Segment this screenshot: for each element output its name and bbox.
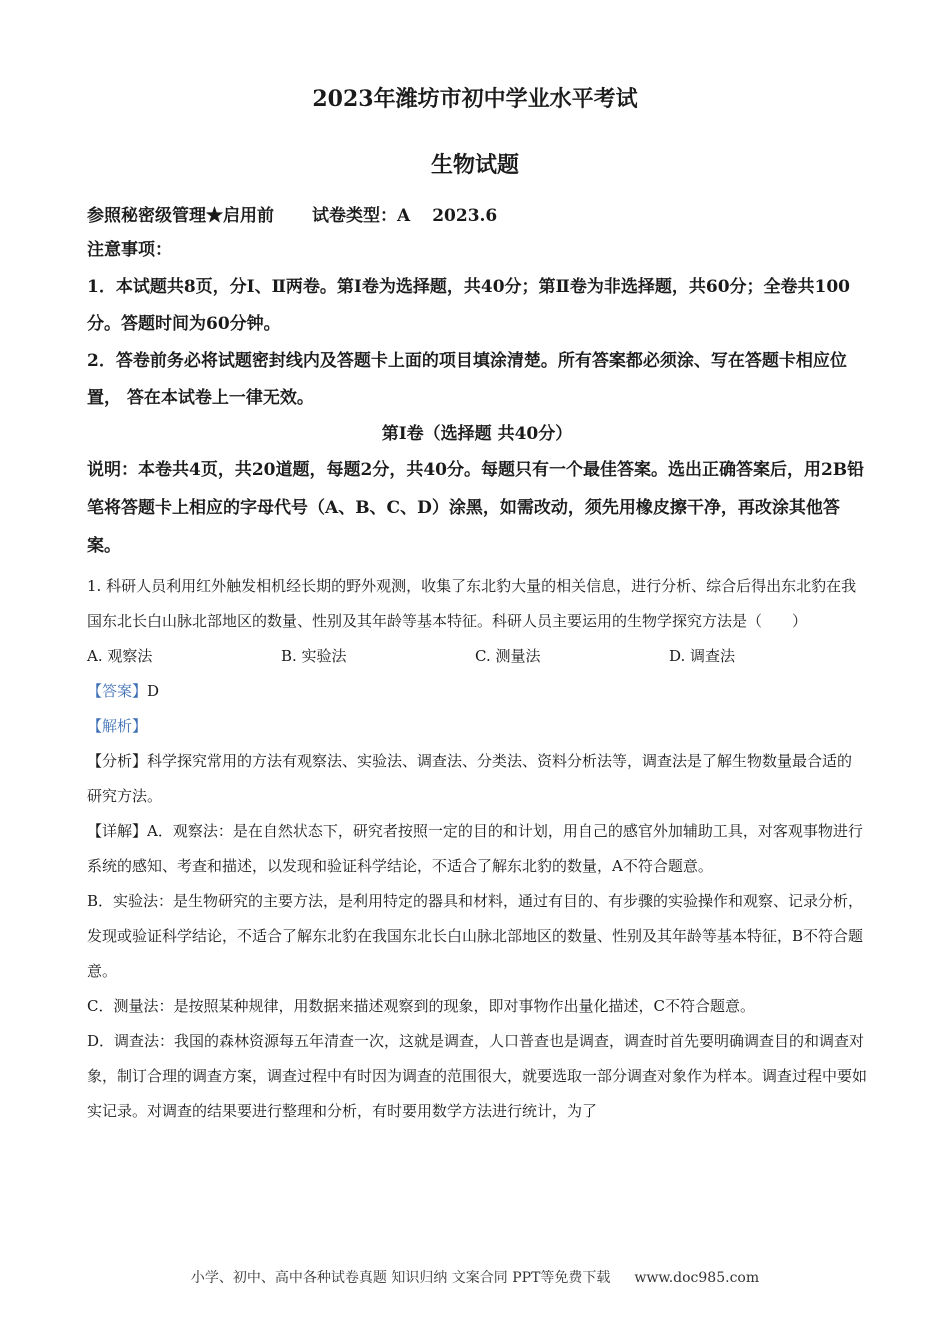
section-title: 第Ⅰ卷（选择题 共40分） [381, 424, 573, 444]
section-instructions: 说明：本卷共4页，共20道题，每题2分，共40分。每题只有一个最佳答案。选出正确答案后，用2B铅笔将答题卡上相应的字母代号（A、B、C、D）涂黑，如需改动，须先用橡皮擦干净，再改涂其他答案。 [87, 460, 865, 556]
footer-text: 小学、初中、高中各种试卷真题 知识归纳 文案合同 PPT等免费下载 [190, 1270, 611, 1286]
exam-title: 2023年潍坊市初中学业水平考试 [312, 86, 638, 112]
answer-value: D [147, 682, 160, 700]
fenxi-tag: 【分析】 [87, 752, 148, 770]
question-1-stem: 1. 科研人员利用红外触发相机经长期的野外观测，收集了东北豹大量的相关信息，进行分析、综合后得出东北豹在我国东北长白山脉北部地区的数量、性别及其年龄等基本特征。科研人员主要运用的生物学探究方法是（ ） [87, 577, 857, 630]
option-d: D. 调查法 [669, 647, 736, 665]
detail-a-text: A．观察法：是在自然状态下，研究者按照一定的目的和计划，用自己的感官外加辅助工具，对客观事物进行系统的感知、考查和描述，以发现和验证科学结论，不适合了解东北豹的数量，A不符合题意。 [87, 822, 863, 875]
page-footer [0, 1267, 950, 1287]
note-item-2: 2．答卷前务必将试题密封线内及答题卡上面的项目填涂清楚。所有答案都必须涂、写在答题卡相应位置， 答在本试卷上一律无效。 [87, 351, 847, 408]
option-a: A. 观察法 [87, 647, 153, 665]
detail-paragraph-b: B．实验法：是生物研究的主要方法，是利用特定的器具和材料，通过有目的、有步骤的实验操作和观察、记录分析，发现或验证科学结论，不适合了解东北豹在我国东北长白山脉北部地区的数量、性别及其年龄等基本特征，B不符合题意。 [87, 892, 864, 980]
option-c: C. 测量法 [475, 647, 541, 665]
question-1-options [87, 639, 867, 674]
fenxi-text: 科学探究常用的方法有观察法、实验法、调查法、分类法、资料分析法等，调查法是了解生物数量最合适的研究方法。 [87, 752, 853, 805]
answer-tag: 【答案】 [87, 682, 148, 700]
answer-line [87, 674, 867, 709]
option-b: B. 实验法 [281, 647, 347, 665]
notes-heading: 注意事项： [87, 240, 172, 260]
secrecy-label: 参照秘密级管理★启用前 [87, 206, 274, 226]
subject-title: 生物试题 [430, 152, 519, 178]
exam-content [87, 200, 867, 1129]
exam-date: 2023.6 [432, 206, 498, 226]
fenxi-paragraph [87, 744, 867, 814]
detail-paragraph-d: D．调查法：我国的森林资源每五年清查一次，这就是调查，人口普查也是调查，调查时首先要明确调查目的和调查对象，制订合理的调查方案，调查过程中有时因为调查的范围很大，就要选取一部分调查对象作为样本。调查过程中要如实记录。对调查的结果要进行整理和分析，有时要用数学方法进行统计，为了 [87, 1032, 868, 1120]
detail-paragraph-c: C．测量法：是按照某种规律，用数据来描述观察到的现象，即对事物作出量化描述，C不符合题意。 [87, 997, 755, 1015]
footer-link[interactable]: www.doc985.com [634, 1270, 760, 1286]
detail-tag: 【详解】 [87, 822, 148, 840]
exam-meta [87, 200, 867, 232]
analysis-tag: 【解析】 [87, 717, 148, 735]
detail-paragraph-a [87, 814, 867, 884]
paper-type: 试卷类型：A [312, 206, 411, 226]
note-item-1: 1．本试题共8页，分Ⅰ、Ⅱ两卷。第Ⅰ卷为选择题，共40分；第Ⅱ卷为非选择题，共60分；全卷共100分。答题时间为60分钟。 [87, 277, 851, 334]
